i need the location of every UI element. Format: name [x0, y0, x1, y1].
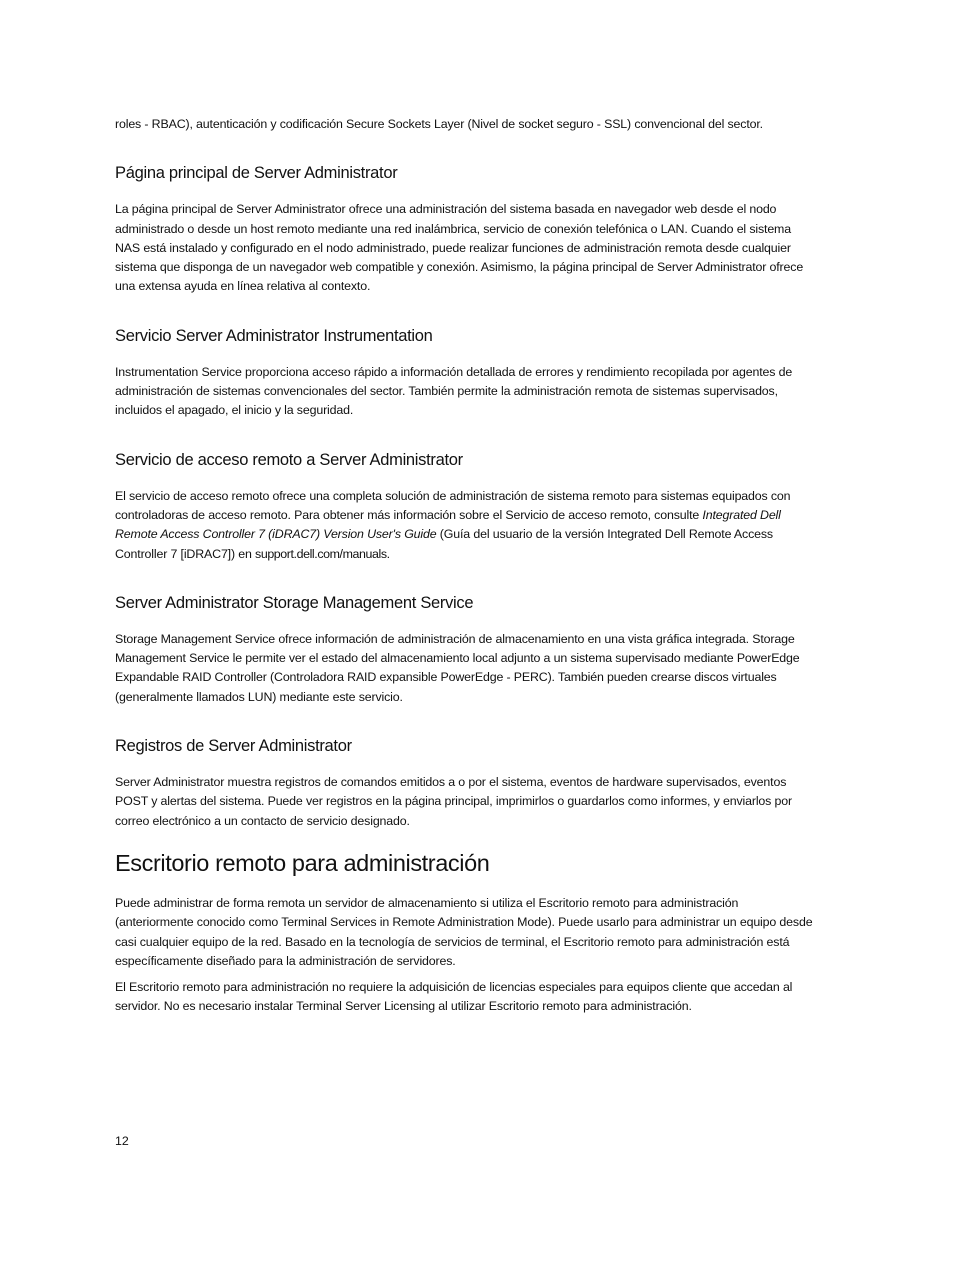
- main-heading-remote-desktop: Escritorio remoto para administración: [115, 849, 490, 876]
- section-body-storage: Storage Management Service ofrece información de administración de almacenamiento en una vista gráfica integrada. Storage Management Service le permite ver el estado del almacenamiento local adjunto a un sistema supervisado mediante PowerEdge Expandable RAID Controller (Controladora RAID expansible PowerEdge - PERC). También pueden crearse discos virtuales (generalmente llamados LUN) mediante este servicio.: [115, 631, 800, 704]
- remote-access-text-start: El servicio de acceso remoto ofrece una completa solución de administración de sistema remoto para sistemas equipados con controladoras de acceso remoto. Para obtener más información sobre el Servicio de acceso remoto, consulte: [115, 488, 791, 522]
- section-heading-remote-access: Servicio de acceso remoto a Server Administrator: [115, 450, 463, 469]
- document-page: [115, 115, 815, 1017]
- section-heading-instrumentation: Servicio Server Administrator Instrumentation: [115, 326, 433, 345]
- support-manuals-link[interactable]: support.dell.com/manuals: [255, 546, 387, 561]
- remote-access-text-middle: (Guía del usuario de la versión Integrated Dell Remote Access Controller 7 [iDRAC7]) en: [115, 527, 773, 561]
- remote-desktop-paragraph-1: Puede administrar de forma remota un servidor de almacenamiento si utiliza el Escritorio remoto para administración (anteriormente conocido como Terminal Services in Remote Administration Mode). Puede usarlo para administrar un equipo desde casi cualquier equipo de la red. Basado en la tecnología de servicios de terminal, el Escritorio remoto para administración está específicamente diseñado para la administración de servidores.: [115, 895, 813, 968]
- section-body-remote-access: [115, 487, 815, 564]
- remote-desktop-paragraph-2: El Escritorio remoto para administración no requiere la adquisición de licencias especiales para equipos cliente que accedan al servidor. No es necesario instalar Terminal Server Licensing al utilizar Escritorio remoto para administración.: [115, 980, 793, 1014]
- section-body-instrumentation: Instrumentation Service proporciona acceso rápido a información detallada de errores y rendimiento recopilada por agentes de administración de sistemas convencionales del sector. También permite la administración remota de sistemas supervisados, incluidos el apagado, el inicio y la seguridad.: [115, 364, 793, 418]
- idrac7-guide-title: Integrated Dell Remote Access Controller 7 (iDRAC7) Version User's Guide: [115, 507, 781, 542]
- remote-access-text-end: .: [386, 546, 390, 561]
- section-heading-home-page: Página principal de Server Administrator: [115, 164, 398, 183]
- section-heading-storage: Server Administrator Storage Management Service: [115, 593, 474, 612]
- section-body-logs: Server Administrator muestra registros de comandos emitidos a o por el sistema, eventos de hardware supervisados, eventos POST y alertas del sistema. Puede ver registros en la página principal, imprimirlos o guardarlos como informes, y enviarlos por correo electrónico a un contacto de servicio designado.: [115, 775, 792, 828]
- section-heading-logs: Registros de Server Administrator: [115, 737, 352, 756]
- page-number: 12: [115, 1134, 129, 1148]
- intro-paragraph: roles - RBAC), autenticación y codificación Secure Sockets Layer (Nivel de socket seguro - SSL) convencional del sector.: [115, 117, 763, 131]
- section-body-home-page: La página principal de Server Administrator ofrece una administración del sistema basada en navegador web desde el nodo administrado o desde un host remoto mediante una red inalámbrica, servicio de conexión telefónica o LAN. Cuando el sistema NAS está instalado y configurado en el nodo administrado, puede realizar funciones de administración remota desde cualquier sistema que disponga de un navegador web compatible y conexión. Asimismo, la página principal de Server Administrator ofrece una extensa ayuda en línea relativa al contexto.: [115, 202, 804, 294]
